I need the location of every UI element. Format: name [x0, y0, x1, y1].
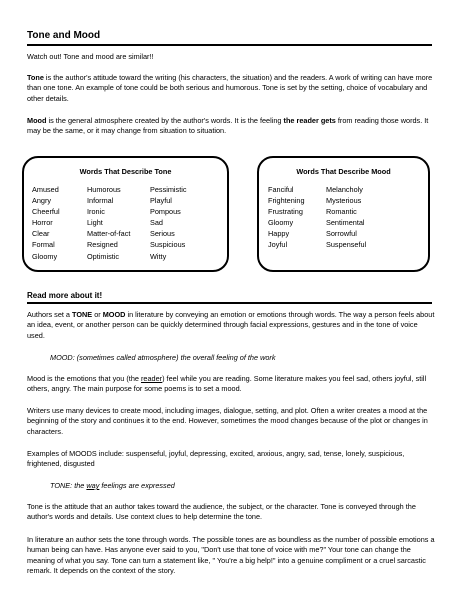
page-title: Tone and Mood [27, 30, 101, 41]
p1-text-d: in literature by conveying an emotion or emotions through words. The way a person feels about an idea, event, or another person can be quickly determined through facial expressions, gestures and in the tone of voice used. [27, 310, 435, 340]
read-more-paragraph-6: In literature an author sets the tone through words. The possible tones are as boundless as the number of possible emotions a human being can have. Has anyone ever said to you, "Don't use that tone of voice with me?" Your tone can change the meaning of what you say. Tone can turn a statement like, " You're a big help!" into a genuine compliment or a cruel sarcastic remark. It depends on the context of the story. [27, 535, 435, 576]
mood-words-box [257, 156, 430, 272]
read-more-paragraph-1 [27, 310, 437, 341]
tone-word: Suspicious [150, 240, 186, 250]
title-rule [27, 44, 432, 46]
mood-word: Romantic [326, 207, 357, 217]
mood-term: Mood [27, 116, 47, 125]
tone-word: Informal [87, 196, 114, 206]
p2-text-b: ) feel while you are reading. Some literature makes you feel sad, others joyful, still others, angry. The main purpose for some poems is to set a mood. [27, 374, 427, 394]
tone-word: Pompous [150, 207, 181, 217]
mood-column-1 [268, 184, 305, 251]
tone-column-3 [150, 184, 187, 262]
mood-definition [27, 116, 437, 137]
read-more-title: Read more about it! [27, 291, 103, 300]
tone-word: Pessimistic [150, 185, 187, 194]
mood-word: Happy [268, 229, 290, 239]
tone-column-1 [32, 184, 60, 262]
read-more-paragraph-3: Writers use many devices to create mood, including images, dialogue, setting, and plot. Often a writer creates a mood at the beginning of the story and continues it to the end. However, sometimes the mood changes because of the plot or changes in characters. [27, 406, 428, 436]
mood-word: Suspenseful [326, 240, 367, 250]
tone-word: Matter-of-fact [87, 229, 131, 239]
tone-word: Horror [32, 218, 53, 228]
tone-word: Cheerful [32, 207, 60, 217]
mood-word: Mysterious [326, 196, 362, 206]
p1-text-a: Authors set a [27, 310, 73, 319]
read-more-paragraph-4: Examples of MOODS include: suspenseful, joyful, depressing, excited, anxious, angry, sad, tense, lonely, suspicious, frightened, disgusted [27, 449, 405, 469]
tone-word: Humorous [87, 185, 121, 194]
tone-definition [27, 73, 437, 104]
mood-word: Gloomy [268, 218, 294, 228]
read-more-paragraph-2 [27, 374, 437, 395]
intro-warning: Watch out! Tone and mood are similar!! [27, 52, 154, 61]
tone-words-box [22, 156, 229, 272]
mood-definition-text-2: from reading those words. It may be the same, or it may change from situation to situation. [27, 116, 429, 136]
tone-word: Angry [32, 196, 52, 206]
mood-column-2 [326, 184, 366, 251]
tone-subheading-b: feelings are expressed [99, 481, 175, 490]
tone-word: Witty [150, 251, 167, 261]
tone-word: Amused [32, 185, 59, 194]
mood-word: Sorrowful [326, 229, 357, 239]
tone-word: Ironic [87, 207, 105, 217]
mood-word: Sentimental [326, 218, 365, 228]
mood-box-title: Words That Describe Mood [296, 167, 391, 176]
tone-subheading-way: way [86, 481, 100, 490]
p2-text-a: Mood is the emotions that you (the [27, 374, 141, 383]
mood-word: Frustrating [268, 207, 303, 217]
p2-reader-underline: reader [140, 374, 163, 383]
mood-word: Frightening [268, 196, 305, 206]
tone-word: Optimistic [87, 251, 120, 261]
tone-box-title: Words That Describe Tone [79, 167, 172, 176]
read-more-paragraph-5: Tone is the attitude that an author takes toward the audience, the subject, or the character. Tone is conveyed through the author's words and details. Use context clues to help determine the tone. [27, 502, 416, 522]
read-more-rule [27, 302, 432, 304]
tone-term: Tone [27, 73, 44, 82]
p1-text-c: or [92, 310, 103, 319]
p1-mood-bold: MOOD [102, 310, 126, 319]
tone-column-2 [87, 184, 130, 262]
tone-word: Sad [150, 218, 163, 228]
p1-tone-bold: TONE [72, 310, 93, 319]
tone-word: Clear [32, 229, 50, 239]
tone-word: Gloomy [32, 251, 58, 261]
mood-definition-bold: the reader gets [283, 116, 336, 125]
mood-definition-text-1: is the general atmosphere created by the author's words. It is the feeling [46, 116, 284, 125]
tone-word: Formal [32, 240, 55, 250]
mood-word: Fanciful [268, 185, 294, 194]
tone-word: Serious [150, 229, 175, 239]
tone-definition-text: is the author's attitude toward the writing (his characters, the situation) and the readers. A work of writing can have more than one tone. An example of tone could be both serious and humorous. Tone is set by the setting, choice of vocabulary and other details. [27, 73, 433, 103]
tone-word: Playful [150, 196, 172, 206]
tone-word: Light [87, 218, 103, 228]
mood-word: Joyful [268, 240, 288, 250]
tone-subheading [50, 481, 440, 491]
mood-word: Melancholy [326, 185, 363, 194]
mood-subheading: MOOD: (sometimes called atmosphere) the overall feeling of the work [50, 353, 276, 362]
tone-subheading-a: TONE: the [50, 481, 87, 490]
tone-word: Resigned [87, 240, 118, 250]
